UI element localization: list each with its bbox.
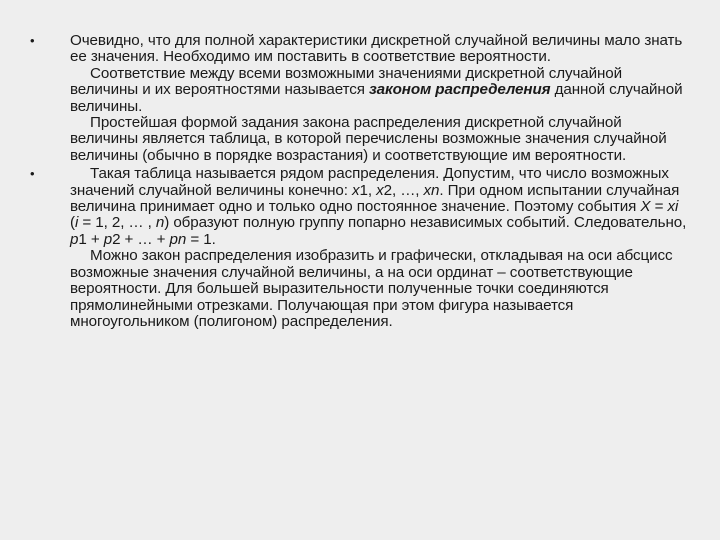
bullet-dot-icon: • [30, 166, 35, 182]
text-segment: 1 + [78, 230, 104, 248]
text-segment: = [650, 198, 668, 216]
text-segment: = 1, 2, … , [78, 214, 156, 232]
paragraph-intro: Очевидно, что для полной характеристики дискретной случайной величины мало знать ее значения. Необходимо им поставить в соответствие вероятности. [70, 32, 683, 66]
bullet-item-2 [30, 166, 690, 330]
term-distribution-law: законом распределения [369, 81, 551, 99]
text-segment: 1, [359, 181, 377, 199]
paragraph-table-form: Простейшая формой задания закона распределения дискретной случайной величины является таблица, в которой перечислены возможные значения случайной величины (обычно в порядке возрастания) и соответствующие им вероятности. [70, 114, 667, 164]
text-segment: ( [70, 214, 75, 232]
text-segment: Соответствие между всеми возможными значениями дискретной случайной величины и их вероятностями называется [70, 64, 623, 99]
paragraph-distribution-series [70, 166, 690, 248]
text-segment: 2 + … + [112, 230, 170, 248]
paragraph-polygon: Можно закон распределения изобразить и графически, откладывая на оси абсцисс возможные значения случайной величины, а на оси ординат – соответствующие вероятности. Для большей выразительности полученные точки соединяются прямолинейными отрезками. Получающая при этом фигура называется многоугольником (полигоном) распределения. [70, 247, 673, 330]
text-segment: ) образуют полную группу попарно независимых событий. Следовательно, [164, 214, 687, 232]
text-segment: Такая таблица называется рядом распределения. Допустим, что число возможных значений случайной величины конечно: [70, 165, 669, 199]
text-segment: данной случайной величины. [70, 81, 683, 115]
paragraph-distribution-law [70, 66, 690, 115]
var-xn: xn [423, 181, 440, 199]
text-segment: 2, …, [383, 181, 424, 199]
var-X: X [640, 198, 651, 216]
var-xi: xi [667, 198, 679, 216]
var-x: x [352, 181, 360, 199]
bullet-dot-icon: • [30, 33, 35, 48]
var-i: i [74, 214, 79, 232]
var-pn: pn [169, 230, 187, 248]
var-x: x [376, 181, 384, 199]
var-p: p [103, 230, 113, 248]
var-p: p [70, 230, 79, 248]
slide-body [30, 33, 690, 330]
text-segment: = 1. [186, 230, 216, 248]
text-segment: . При одном испытании случайная величина принимает одно и только одно постоянное значение. Поэтому события [70, 181, 680, 216]
var-n: n [155, 214, 165, 232]
bullet-item-1 [30, 33, 690, 164]
